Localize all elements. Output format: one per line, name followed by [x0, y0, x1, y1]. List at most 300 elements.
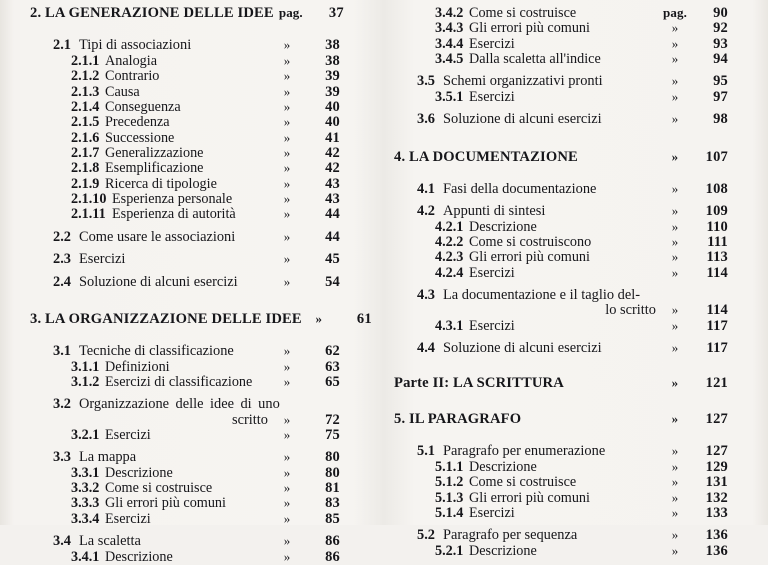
- toc-entry-page: 109: [705, 203, 728, 220]
- toc-entry-title: Descrizione: [105, 548, 173, 565]
- toc-entry-3-1-1[interactable]: [30, 360, 340, 375]
- toc-entry-number: 4.: [394, 148, 406, 165]
- toc-entry-number: 5.1.2: [435, 474, 464, 491]
- toc-entry-page: 39: [325, 83, 340, 100]
- toc-entry-number: 4.2.4: [435, 264, 464, 281]
- toc-entry-number: 3.4.2: [435, 5, 464, 21]
- toc-entry-number: 3.1.2: [71, 374, 100, 391]
- toc-entry-4-3-1[interactable]: [394, 319, 728, 334]
- toc-entry-2-1-4[interactable]: [30, 100, 340, 115]
- toc-entry-number: 3.3.2: [71, 480, 100, 497]
- toc-entry-label: [30, 252, 270, 267]
- ditto-mark: »: [283, 464, 291, 480]
- toc-entry-3-2-1[interactable]: [30, 428, 340, 443]
- toc-entry-label: [394, 475, 658, 490]
- toc-entry-page: 85: [325, 510, 340, 527]
- toc-entry-page: 117: [706, 340, 728, 357]
- ditto-mark: »: [283, 251, 291, 267]
- toc-entry-label: [394, 412, 658, 427]
- spacer: [30, 527, 340, 534]
- toc-entry-3-1[interactable]: [30, 344, 340, 359]
- ditto-mark: »: [283, 83, 291, 99]
- toc-entry-number: 3.3: [53, 449, 71, 466]
- toc-entry-number: 3.3.3: [71, 495, 100, 512]
- spacer: [394, 392, 728, 412]
- page-label: pag.: [663, 5, 687, 20]
- toc-entry-chapter-2[interactable]: [30, 5, 344, 21]
- toc-entry-label: [394, 444, 658, 459]
- toc-entry-number: 2.1.5: [71, 114, 100, 131]
- spacer: [30, 443, 340, 450]
- toc-entry-2-1-3[interactable]: [30, 85, 340, 100]
- toc-entry-page: 86: [325, 533, 340, 550]
- ditto-mark: »: [671, 264, 679, 280]
- toc-entry-title: Esercizi: [105, 427, 151, 444]
- toc-entry-label: [394, 506, 658, 521]
- toc-entry-title: Esercizi: [79, 251, 126, 268]
- toc-entry-title: Esperienza personale: [112, 191, 233, 208]
- toc-entry-label: [30, 100, 270, 115]
- toc-entry-label: [394, 52, 658, 67]
- toc-entry-page: 136: [705, 527, 728, 544]
- toc-entry-page: 121: [705, 375, 728, 392]
- toc-entry-chapter-3[interactable]: [30, 310, 372, 327]
- ditto-mark: »: [283, 68, 291, 84]
- ditto-mark: »: [283, 427, 291, 443]
- toc-entry-2-1-6[interactable]: [30, 131, 340, 146]
- toc-entry-label: [394, 544, 658, 559]
- toc-entry-4-2-3[interactable]: [394, 250, 728, 265]
- toc-entry-number: 3.5: [417, 73, 435, 90]
- ditto-mark: »: [315, 310, 323, 326]
- toc-entry-number: 2.1.11: [71, 206, 106, 223]
- toc-entry-page: 108: [705, 180, 728, 197]
- toc-entry-page: 42: [325, 160, 340, 177]
- toc-entry-title: Gli errori più comuni: [469, 489, 590, 506]
- toc-entry-3-4-2[interactable]: [394, 6, 728, 21]
- toc-entry-label: [394, 112, 658, 127]
- toc-entry-title: Soluzione di alcuni esercizi: [79, 273, 238, 290]
- toc-entry-number: 4.3: [417, 287, 435, 304]
- toc-entry-3-4[interactable]: [30, 534, 340, 549]
- ditto-mark: »: [671, 111, 679, 127]
- toc-entry-number: 2.1.8: [71, 160, 100, 177]
- toc-entry-page: 132: [705, 489, 728, 506]
- toc-part-title: Parte II: LA SCRITTURA: [394, 375, 564, 392]
- toc-entry-label: [30, 161, 270, 176]
- toc-entry-number: 5.1.4: [435, 504, 464, 521]
- toc-entry-page: 111: [707, 234, 728, 251]
- toc-entry-title: Conseguenza: [105, 98, 181, 115]
- toc-entry-title: Esercizi: [105, 510, 151, 527]
- toc-entry-page: 129: [705, 458, 728, 475]
- ditto-mark: »: [671, 340, 679, 356]
- toc-entry-title: Soluzione di alcuni esercizi: [443, 111, 602, 128]
- ditto-mark: »: [671, 542, 679, 558]
- toc-entry-number: 2.2: [53, 228, 71, 245]
- toc-entry-number: 2.1: [53, 37, 71, 54]
- toc-entry-page: 86: [325, 548, 340, 565]
- toc-entry-label: [394, 460, 658, 475]
- toc-entry-page: 63: [325, 358, 340, 375]
- toc-entry-3-3-1[interactable]: [30, 466, 340, 481]
- toc-entry-2-4[interactable]: [30, 275, 340, 290]
- toc-entry-label: [30, 450, 270, 465]
- toc-entry-page: 80: [325, 464, 340, 481]
- toc-entry-label: [30, 550, 270, 565]
- toc-entry-number: 3.4: [53, 533, 71, 550]
- toc-entry-title-line1: La documentazione e il taglio del-: [443, 287, 640, 304]
- toc-entry-2-1-9[interactable]: [30, 177, 340, 192]
- toc-entry-number: 5.1.3: [435, 489, 464, 506]
- toc-entry-label: [30, 115, 270, 130]
- toc-entry-2-1-11[interactable]: [30, 207, 340, 222]
- toc-entry-title: Come si costruiscono: [469, 234, 592, 251]
- toc-entry-page: 90: [713, 5, 728, 21]
- toc-entry-number: 3.3.4: [71, 510, 100, 527]
- spacer: [394, 165, 728, 182]
- toc-entry-title: Come si costruisce: [105, 480, 213, 497]
- toc-entry-page: 61: [356, 310, 372, 327]
- toc-entry-number: 3.2.1: [71, 427, 100, 444]
- toc-entry-page: 93: [713, 35, 728, 52]
- toc-entry-2-1-1[interactable]: [30, 54, 340, 69]
- toc-entry-title: Esercizi: [469, 504, 515, 521]
- toc-entry-3-6[interactable]: [394, 112, 728, 127]
- spacer: [30, 21, 340, 38]
- toc-entry-3-4-3[interactable]: [394, 21, 728, 36]
- spacer: [30, 245, 340, 252]
- toc-entry-3-4-1[interactable]: [30, 550, 340, 565]
- toc-entry-label: [30, 131, 270, 146]
- toc-entry-number: 2.1.9: [71, 175, 100, 192]
- toc-entry-label: [394, 37, 658, 52]
- toc-entry-title: Contrario: [105, 68, 160, 85]
- toc-entry-4-3[interactable]: [394, 288, 728, 303]
- toc-entry-5-1-1[interactable]: [394, 460, 728, 475]
- toc-entry-2-1-7[interactable]: [30, 146, 340, 161]
- toc-entry-title: La scaletta: [79, 533, 141, 550]
- toc-entry-number: 3.1.1: [71, 358, 100, 375]
- toc-entry-page: 54: [325, 273, 340, 290]
- toc-entry-number: 3.5.1: [435, 88, 464, 105]
- toc-entry-3-4-4[interactable]: [394, 37, 728, 52]
- toc-entry-page: 131: [705, 474, 728, 491]
- toc-entry-label: [30, 177, 270, 192]
- toc-entry-page: 127: [705, 410, 728, 427]
- ditto-mark: »: [283, 114, 291, 130]
- toc-entry-title: Fasi della documentazione: [443, 180, 597, 197]
- ditto-mark: »: [283, 37, 291, 53]
- ditto-mark: »: [671, 35, 679, 51]
- toc-entry-page: 41: [325, 129, 340, 146]
- ditto-mark: »: [671, 317, 679, 333]
- toc-entry-3-2-continuation[interactable]: [30, 413, 340, 428]
- toc-entry-5-1-2[interactable]: [394, 475, 728, 490]
- toc-entry-number: 4.2.2: [435, 234, 464, 251]
- ditto-mark: »: [283, 160, 291, 176]
- ditto-mark: »: [283, 411, 291, 427]
- toc-entry-number: 4.4: [417, 340, 435, 357]
- ditto-mark: »: [283, 206, 291, 222]
- ditto-mark: »: [671, 527, 679, 543]
- toc-entry-number: 3.1: [53, 343, 71, 360]
- toc-entry-page: 42: [325, 144, 340, 161]
- toc-entry-number: 4.2.1: [435, 218, 464, 235]
- toc-entry-label: [30, 344, 270, 359]
- ditto-mark: »: [671, 302, 679, 318]
- ditto-mark: »: [283, 510, 291, 526]
- toc-entry-title: Descrizione: [105, 464, 173, 481]
- ditto-mark: »: [283, 495, 291, 511]
- ditto-mark: »: [671, 504, 679, 520]
- toc-entry-2-1[interactable]: [30, 38, 340, 53]
- toc-entry-page: 80: [325, 449, 340, 466]
- toc-entry-page: 133: [705, 504, 728, 521]
- toc-entry-5-1[interactable]: [394, 444, 728, 459]
- ditto-mark: »: [283, 191, 291, 207]
- toc-entry-title-line1: Organizzazione delle idee di uno: [79, 396, 280, 413]
- toc-entry-number: 2.3: [53, 251, 71, 268]
- ditto-mark: »: [283, 343, 291, 359]
- toc-entry-3-3-3[interactable]: [30, 496, 340, 511]
- toc-entry-title: Tecniche di classificazione: [79, 343, 234, 360]
- toc-entry-number: 5.2: [417, 527, 435, 544]
- toc-entry-4-2[interactable]: [394, 204, 728, 219]
- toc-entry-page: 65: [325, 374, 340, 391]
- toc-entry-label: [394, 204, 658, 219]
- toc-entry-number: 4.2: [417, 203, 435, 220]
- toc-entry-label: [30, 428, 270, 443]
- toc-entry-2-1-5[interactable]: [30, 115, 340, 130]
- toc-entry-chapter-5[interactable]: [394, 412, 728, 427]
- toc-entry-page: 136: [705, 542, 728, 559]
- toc-entry-label: [30, 146, 270, 161]
- toc-entry-2-1-8[interactable]: [30, 161, 340, 176]
- toc-entry-page: 75: [325, 427, 340, 444]
- toc-entry-5-1-4[interactable]: [394, 506, 728, 521]
- ditto-mark: »: [671, 180, 679, 196]
- toc-entry-part-2[interactable]: [394, 376, 728, 391]
- toc-entry-page: 81: [325, 480, 340, 497]
- toc-entry-number: 3.: [30, 310, 42, 327]
- toc-entry-page: 43: [325, 175, 340, 192]
- toc-entry-title: IL PARAGRAFO: [409, 410, 522, 427]
- ditto-mark: »: [671, 443, 679, 459]
- toc-entry-title: Esercizi: [469, 35, 515, 52]
- ditto-mark: »: [283, 129, 291, 145]
- toc-entry-4-1[interactable]: [394, 182, 728, 197]
- ditto-mark: »: [283, 533, 291, 549]
- toc-entry-chapter-4[interactable]: [394, 150, 728, 165]
- toc-entry-title: Gli errori più comuni: [469, 20, 590, 37]
- ditto-mark: »: [671, 474, 679, 490]
- toc-entry-page: 95: [713, 73, 728, 90]
- toc-entry-number: 2.1.3: [71, 83, 100, 100]
- ditto-mark: »: [283, 98, 291, 114]
- toc-entry-5-2-1[interactable]: [394, 544, 728, 559]
- toc-entry-number: 3.3.1: [71, 464, 100, 481]
- toc-entry-label: [30, 466, 270, 481]
- toc-entry-number: 3.4.3: [435, 20, 464, 37]
- toc-entry-title: Descrizione: [469, 458, 537, 475]
- toc-entry-title: Generalizzazione: [105, 144, 204, 161]
- toc-entry-label: [30, 230, 270, 245]
- toc-entry-page: 98: [713, 111, 728, 128]
- toc-entry-label: [394, 220, 658, 235]
- toc-entry-page: 114: [706, 302, 728, 319]
- toc-entry-title: LA ORGANIZZAZIONE DELLE IDEE: [45, 310, 302, 327]
- toc-entry-label: [30, 312, 302, 327]
- toc-entry-label: [394, 235, 658, 250]
- toc-entry-title-line2: lo scritto: [605, 302, 656, 319]
- toc-entry-title: Esercizi: [469, 264, 515, 281]
- toc-entry-label: [394, 182, 658, 197]
- toc-entry-5-2[interactable]: [394, 528, 728, 543]
- toc-entry-title: Come si costruisce: [469, 5, 577, 21]
- toc-entry-title: Ricerca di tipologie: [105, 175, 217, 192]
- toc-entry-4-2-4[interactable]: [394, 266, 728, 281]
- spacer: [394, 128, 728, 150]
- toc-entry-number: 5.2.1: [435, 542, 464, 559]
- toc-entry-2-2[interactable]: [30, 230, 340, 245]
- toc-entry-5-1-3[interactable]: [394, 491, 728, 506]
- ditto-mark: »: [283, 52, 291, 68]
- toc-entry-page: 39: [325, 68, 340, 85]
- toc-entry-label: [30, 481, 270, 496]
- toc-entry-page: 38: [325, 37, 340, 54]
- ditto-mark: »: [283, 480, 291, 496]
- toc-entry-title: Descrizione: [469, 218, 537, 235]
- toc-entry-title: Come si costruisce: [469, 474, 577, 491]
- toc-entry-page: 94: [713, 51, 728, 68]
- ditto-mark: »: [671, 375, 679, 391]
- toc-entry-page: 127: [705, 443, 728, 460]
- toc-entry-label: [30, 207, 270, 222]
- spacer: [30, 327, 340, 344]
- toc-entry-2-1-10[interactable]: [30, 192, 340, 207]
- ditto-mark: »: [671, 218, 679, 234]
- toc-entry-label: [30, 38, 270, 53]
- toc-entry-number: 2.1.2: [71, 68, 100, 85]
- toc-entry-label: [394, 266, 658, 281]
- toc-entry-page: 107: [705, 148, 728, 165]
- toc-entry-label: [394, 150, 658, 165]
- toc-entry-label: [394, 288, 658, 303]
- toc-entry-label: [394, 319, 658, 334]
- spacer: [394, 356, 728, 376]
- ditto-mark: »: [671, 51, 679, 67]
- toc-entry-number: 5.1.1: [435, 458, 464, 475]
- toc-entry-page: 44: [325, 206, 340, 223]
- toc-entry-title: Gli errori più comuni: [469, 249, 590, 266]
- toc-entry-label: [394, 6, 658, 21]
- toc-entry-label: [394, 528, 658, 543]
- ditto-mark: »: [283, 374, 291, 390]
- toc-entry-number: 4.1: [417, 180, 435, 197]
- toc-entry-page: 117: [706, 317, 728, 334]
- toc-entry-title: Dalla scaletta all'indice: [469, 51, 601, 68]
- spacer: [394, 427, 728, 444]
- toc-entry-number: 2.4: [53, 273, 71, 290]
- toc-entry-label: [30, 6, 274, 21]
- ditto-mark: »: [283, 175, 291, 191]
- toc-entry-title: La mappa: [79, 449, 137, 466]
- toc-entry-4-2-1[interactable]: [394, 220, 728, 235]
- toc-entry-number: 3.4.4: [435, 35, 464, 52]
- toc-entry-label: [394, 21, 658, 36]
- toc-entry-title: Definizioni: [105, 358, 170, 375]
- toc-entry-2-1-2[interactable]: [30, 69, 340, 84]
- ditto-mark: »: [671, 73, 679, 89]
- toc-entry-number: 3.4.1: [71, 548, 100, 565]
- toc-entry-label: [30, 360, 270, 375]
- toc-entry-number: 3.4.5: [435, 51, 464, 68]
- toc-entry-label: [30, 397, 286, 412]
- toc-entry-page: 43: [325, 191, 340, 208]
- toc-entry-title: Esemplificazione: [105, 160, 204, 177]
- toc-entry-number: 4.3.1: [435, 317, 464, 334]
- toc-entry-number: 2.1.4: [71, 98, 100, 115]
- toc-entry-page: 113: [706, 249, 728, 266]
- ditto-mark: »: [671, 458, 679, 474]
- ditto-mark: »: [283, 548, 291, 564]
- toc-entry-number: 2.1.10: [71, 191, 107, 208]
- toc-entry-4-4[interactable]: [394, 341, 728, 356]
- toc-entry-number: 3.6: [417, 111, 435, 128]
- toc-entry-3-3-2[interactable]: [30, 481, 340, 496]
- toc-entry-3-1-2[interactable]: [30, 375, 340, 390]
- ditto-mark: »: [671, 203, 679, 219]
- toc-entry-title: Soluzione di alcuni esercizi: [443, 340, 602, 357]
- toc-entry-title: Come usare le associazioni: [79, 228, 236, 245]
- toc-entry-number: 2.1.6: [71, 129, 100, 146]
- toc-entry-page: 92: [713, 20, 728, 37]
- toc-entry-3-5[interactable]: [394, 74, 728, 89]
- toc-entry-label: [30, 275, 270, 290]
- toc-entry-label: [394, 491, 658, 506]
- toc-entry-3-2[interactable]: [30, 397, 340, 412]
- toc-entry-4-3-continuation[interactable]: [394, 303, 728, 318]
- toc-entry-title: Appunti di sintesi: [443, 203, 546, 220]
- toc-entry-title: LA DOCUMENTAZIONE: [409, 148, 578, 165]
- toc-entry-3-3[interactable]: [30, 450, 340, 465]
- toc-entry-title: Esercizi: [469, 317, 515, 334]
- toc-entry-number: 2.1.7: [71, 144, 100, 161]
- toc-entry-page: 110: [706, 218, 728, 235]
- toc-entry-title: Analogia: [105, 52, 158, 69]
- toc-entry-page: 37: [328, 5, 344, 21]
- ditto-mark: »: [283, 228, 291, 244]
- toc-entry-page: 62: [325, 343, 340, 360]
- toc-entry-3-5-1[interactable]: [394, 90, 728, 105]
- toc-entry-page: 40: [325, 98, 340, 115]
- toc-entry-label: [394, 90, 658, 105]
- toc-entry-2-3[interactable]: [30, 252, 340, 267]
- toc-entry-label: [30, 375, 270, 390]
- toc-entry-label: [30, 69, 270, 84]
- toc-entry-page: 38: [325, 52, 340, 69]
- toc-entry-3-4-5[interactable]: [394, 52, 728, 67]
- toc-right-column: [384, 0, 768, 559]
- ditto-mark: »: [671, 88, 679, 104]
- toc-entry-number: 2.1.1: [71, 52, 100, 69]
- toc-entry-title: Successione: [105, 129, 175, 146]
- toc-entry-4-2-2[interactable]: [394, 235, 728, 250]
- toc-entry-label: [394, 250, 658, 265]
- toc-entry-number: 4.2.3: [435, 249, 464, 266]
- ditto-mark: »: [671, 249, 679, 265]
